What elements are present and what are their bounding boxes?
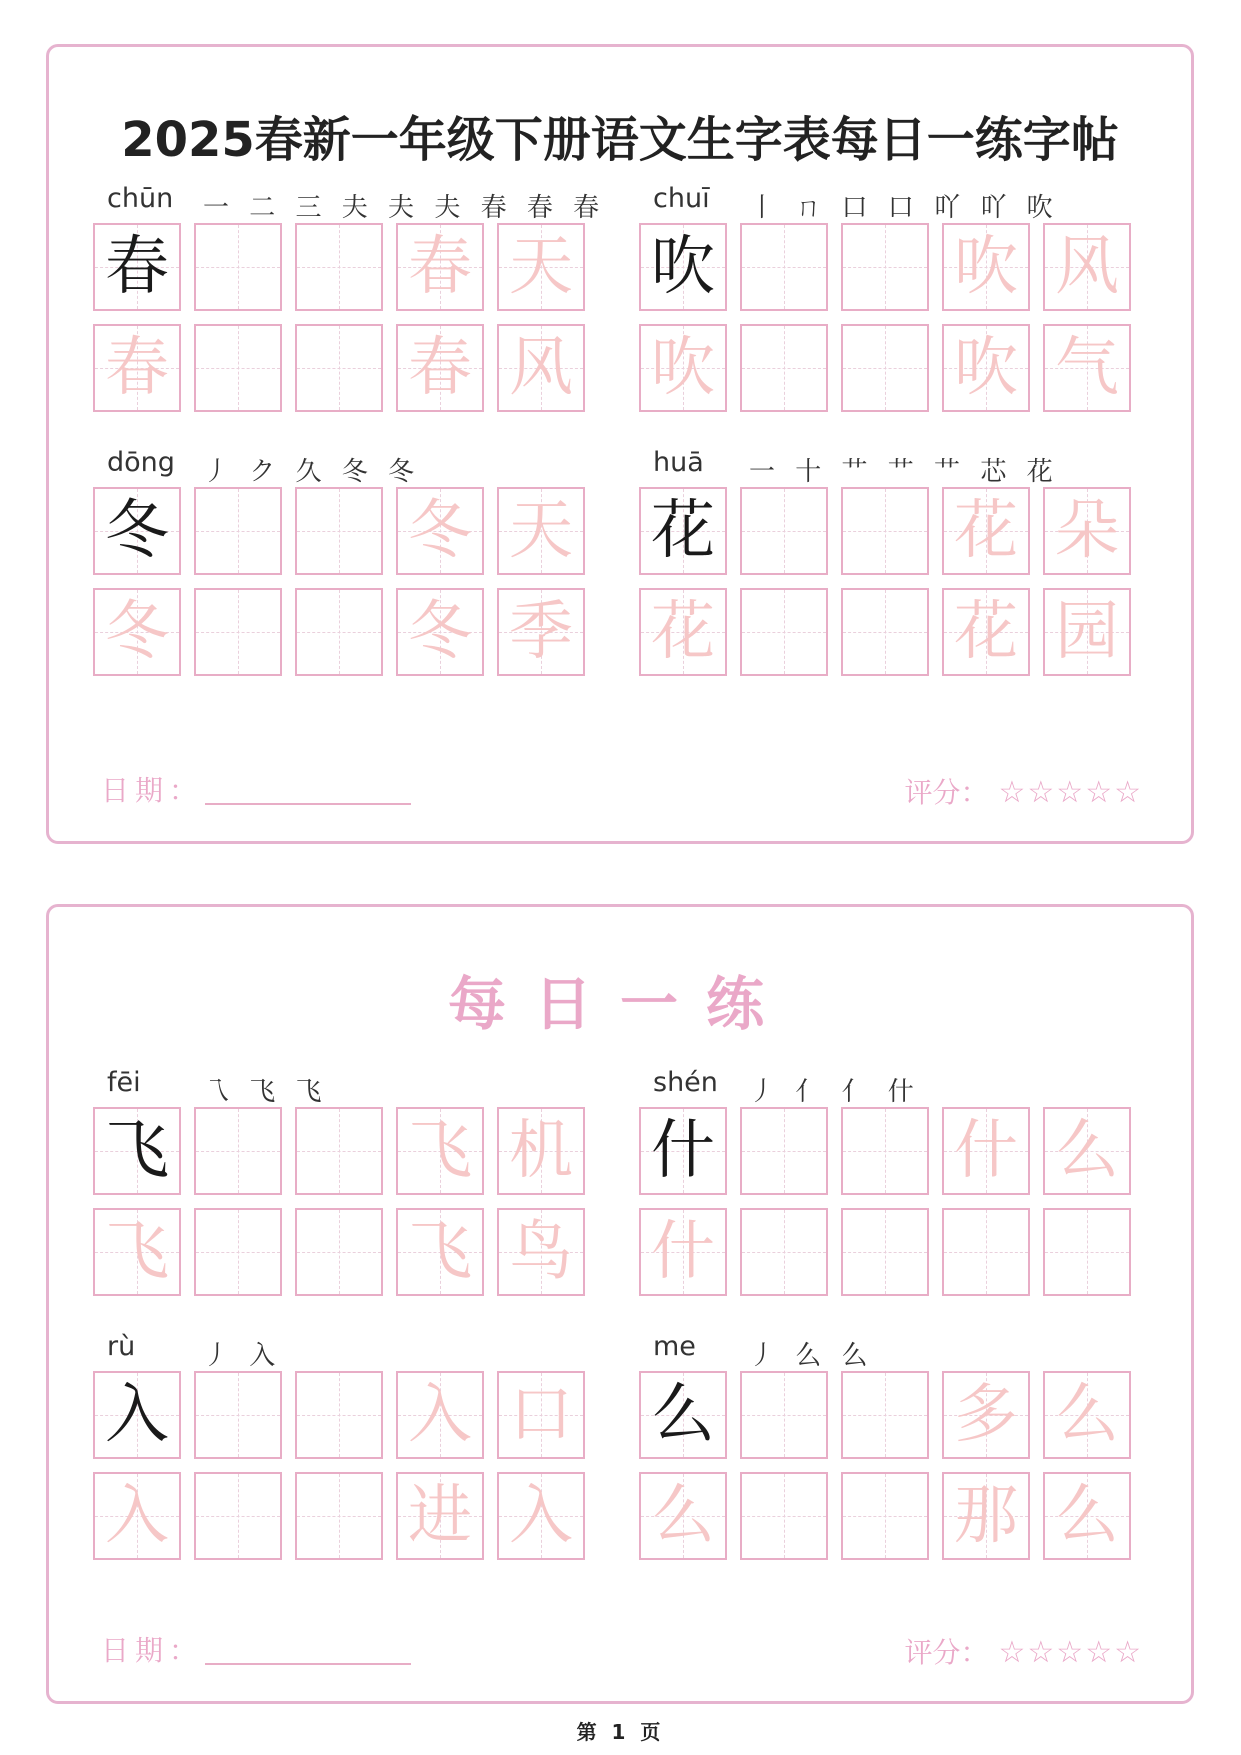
char-cell[interactable]: 么 xyxy=(1043,1107,1131,1195)
char-cell[interactable] xyxy=(942,1208,1030,1296)
char-cell[interactable]: 么 xyxy=(1043,1472,1131,1560)
page-title: 2025春新一年级下册语文生字表每日一练字帖 xyxy=(121,112,1119,168)
stroke-order: 一 二 三 夫 夫 夫 春 春 春 xyxy=(203,193,606,223)
char-cell[interactable]: 吹 xyxy=(942,223,1030,311)
char-cell[interactable]: 么 xyxy=(639,1472,727,1560)
char-cell[interactable] xyxy=(841,324,929,412)
char-cell[interactable] xyxy=(740,324,828,412)
char-cell[interactable] xyxy=(740,1472,828,1560)
char-cell[interactable]: 冬 xyxy=(93,588,181,676)
char-block-chui xyxy=(639,183,1139,433)
char-cell[interactable]: 入 xyxy=(396,1371,484,1459)
page-number: 第 1 页 xyxy=(576,1720,665,1744)
score-label: 评分： xyxy=(904,1636,989,1669)
pinyin-label: chuī xyxy=(653,183,710,214)
char-cell[interactable] xyxy=(740,1371,828,1459)
date-input-line[interactable] xyxy=(205,803,411,805)
char-cell[interactable] xyxy=(841,1371,929,1459)
char-cell[interactable]: 吹 xyxy=(639,324,727,412)
char-cell-main: 春 xyxy=(93,223,181,311)
char-cell[interactable] xyxy=(295,1107,383,1195)
char-block-chun xyxy=(93,183,606,433)
char-cell[interactable] xyxy=(295,588,383,676)
char-cell[interactable]: 入 xyxy=(497,1472,585,1560)
char-cell[interactable]: 飞 xyxy=(93,1208,181,1296)
char-cell[interactable]: 朵 xyxy=(1043,487,1131,575)
char-cell[interactable]: 花 xyxy=(639,588,727,676)
char-cell[interactable] xyxy=(194,487,282,575)
char-cell[interactable]: 花 xyxy=(942,487,1030,575)
date-label: 日期： xyxy=(101,1634,204,1667)
char-block-shen xyxy=(639,1067,1139,1317)
char-cell[interactable] xyxy=(841,223,929,311)
star-rating[interactable]: ☆☆☆☆☆ xyxy=(998,775,1143,810)
char-cell[interactable]: 春 xyxy=(396,223,484,311)
char-cell-main: 花 xyxy=(639,487,727,575)
pinyin-label: shén xyxy=(653,1067,718,1098)
char-cell[interactable] xyxy=(295,487,383,575)
char-cell[interactable]: 入 xyxy=(93,1472,181,1560)
char-cell[interactable] xyxy=(740,223,828,311)
char-cell[interactable]: 春 xyxy=(93,324,181,412)
char-cell[interactable]: 吹 xyxy=(942,324,1030,412)
char-cell[interactable] xyxy=(740,1107,828,1195)
char-cell[interactable]: 飞 xyxy=(396,1107,484,1195)
stroke-order: 丿 入 xyxy=(203,1341,282,1371)
char-cell[interactable]: 那 xyxy=(942,1472,1030,1560)
pinyin-label: me xyxy=(653,1331,696,1362)
daily-practice-title: 每日一练 xyxy=(447,970,792,1038)
score-label: 评分： xyxy=(904,776,989,809)
stroke-order: 乁 飞 飞 xyxy=(203,1077,328,1107)
char-cell[interactable]: 飞 xyxy=(396,1208,484,1296)
char-cell[interactable] xyxy=(740,487,828,575)
char-cell[interactable] xyxy=(1043,1208,1131,1296)
char-cell[interactable] xyxy=(194,223,282,311)
char-cell[interactable] xyxy=(194,324,282,412)
pinyin-label: huā xyxy=(653,447,704,478)
char-cell[interactable] xyxy=(740,588,828,676)
char-block-dong xyxy=(93,447,593,697)
char-cell[interactable]: 多 xyxy=(942,1371,1030,1459)
char-cell-main: 么 xyxy=(639,1371,727,1459)
char-cell[interactable] xyxy=(194,1371,282,1459)
char-cell[interactable] xyxy=(295,1371,383,1459)
char-cell[interactable]: 冬 xyxy=(396,487,484,575)
char-cell[interactable]: 春 xyxy=(396,324,484,412)
char-cell-main: 吹 xyxy=(639,223,727,311)
star-rating[interactable]: ☆☆☆☆☆ xyxy=(998,1635,1143,1670)
stroke-order: 丨 ㄇ 口 口 吖 吖 吹 xyxy=(749,193,1059,223)
score-area xyxy=(905,1631,1144,1671)
stroke-order: 一 十 艹 艹 艹 芯 花 xyxy=(749,457,1059,487)
char-cell[interactable] xyxy=(194,1107,282,1195)
stroke-order: 丿 亻 亻 什 xyxy=(749,1077,920,1107)
char-cell[interactable] xyxy=(194,1472,282,1560)
date-input-line[interactable] xyxy=(205,1663,411,1665)
char-cell[interactable] xyxy=(194,1208,282,1296)
char-cell[interactable] xyxy=(841,588,929,676)
char-cell[interactable] xyxy=(295,1472,383,1560)
char-block-me xyxy=(639,1331,1139,1581)
char-cell[interactable] xyxy=(740,1208,828,1296)
char-cell[interactable] xyxy=(295,1208,383,1296)
char-block-hua xyxy=(639,447,1139,697)
stroke-order: 丿 ク 久 冬 冬 xyxy=(203,457,421,487)
char-cell[interactable]: 天 xyxy=(497,487,585,575)
char-cell[interactable] xyxy=(295,223,383,311)
worksheet-card-2 xyxy=(46,904,1194,1704)
char-cell[interactable] xyxy=(841,487,929,575)
char-cell[interactable]: 机 xyxy=(497,1107,585,1195)
char-cell[interactable]: 天 xyxy=(497,223,585,311)
char-cell[interactable] xyxy=(295,324,383,412)
stroke-order: 丿 么 么 xyxy=(749,1341,874,1371)
char-cell[interactable] xyxy=(841,1107,929,1195)
pinyin-label: chūn xyxy=(107,183,174,214)
char-cell-main: 入 xyxy=(93,1371,181,1459)
char-cell-main: 冬 xyxy=(93,487,181,575)
char-cell[interactable] xyxy=(841,1208,929,1296)
char-cell[interactable]: 季 xyxy=(497,588,585,676)
char-cell[interactable]: 什 xyxy=(942,1107,1030,1195)
worksheet-card-1 xyxy=(46,44,1194,844)
char-cell[interactable]: 花 xyxy=(942,588,1030,676)
char-cell[interactable]: 什 xyxy=(639,1208,727,1296)
char-cell-main: 飞 xyxy=(93,1107,181,1195)
char-cell[interactable]: 气 xyxy=(1043,324,1131,412)
pinyin-label: fēi xyxy=(107,1067,141,1098)
date-label: 日期： xyxy=(101,774,204,807)
score-area xyxy=(905,771,1144,811)
char-cell[interactable]: 园 xyxy=(1043,588,1131,676)
char-cell[interactable]: 鸟 xyxy=(497,1208,585,1296)
char-cell[interactable]: 冬 xyxy=(396,588,484,676)
char-cell[interactable]: 么 xyxy=(1043,1371,1131,1459)
char-cell[interactable] xyxy=(841,1472,929,1560)
char-cell[interactable]: 风 xyxy=(1043,223,1131,311)
pinyin-label: rù xyxy=(107,1331,136,1362)
char-block-fei xyxy=(93,1067,593,1317)
char-cell[interactable] xyxy=(194,588,282,676)
pinyin-label: dōng xyxy=(107,447,175,478)
char-cell[interactable]: 口 xyxy=(497,1371,585,1459)
char-cell-main: 什 xyxy=(639,1107,727,1195)
char-block-ru xyxy=(93,1331,593,1581)
char-cell[interactable]: 进 xyxy=(396,1472,484,1560)
char-cell[interactable]: 风 xyxy=(497,324,585,412)
